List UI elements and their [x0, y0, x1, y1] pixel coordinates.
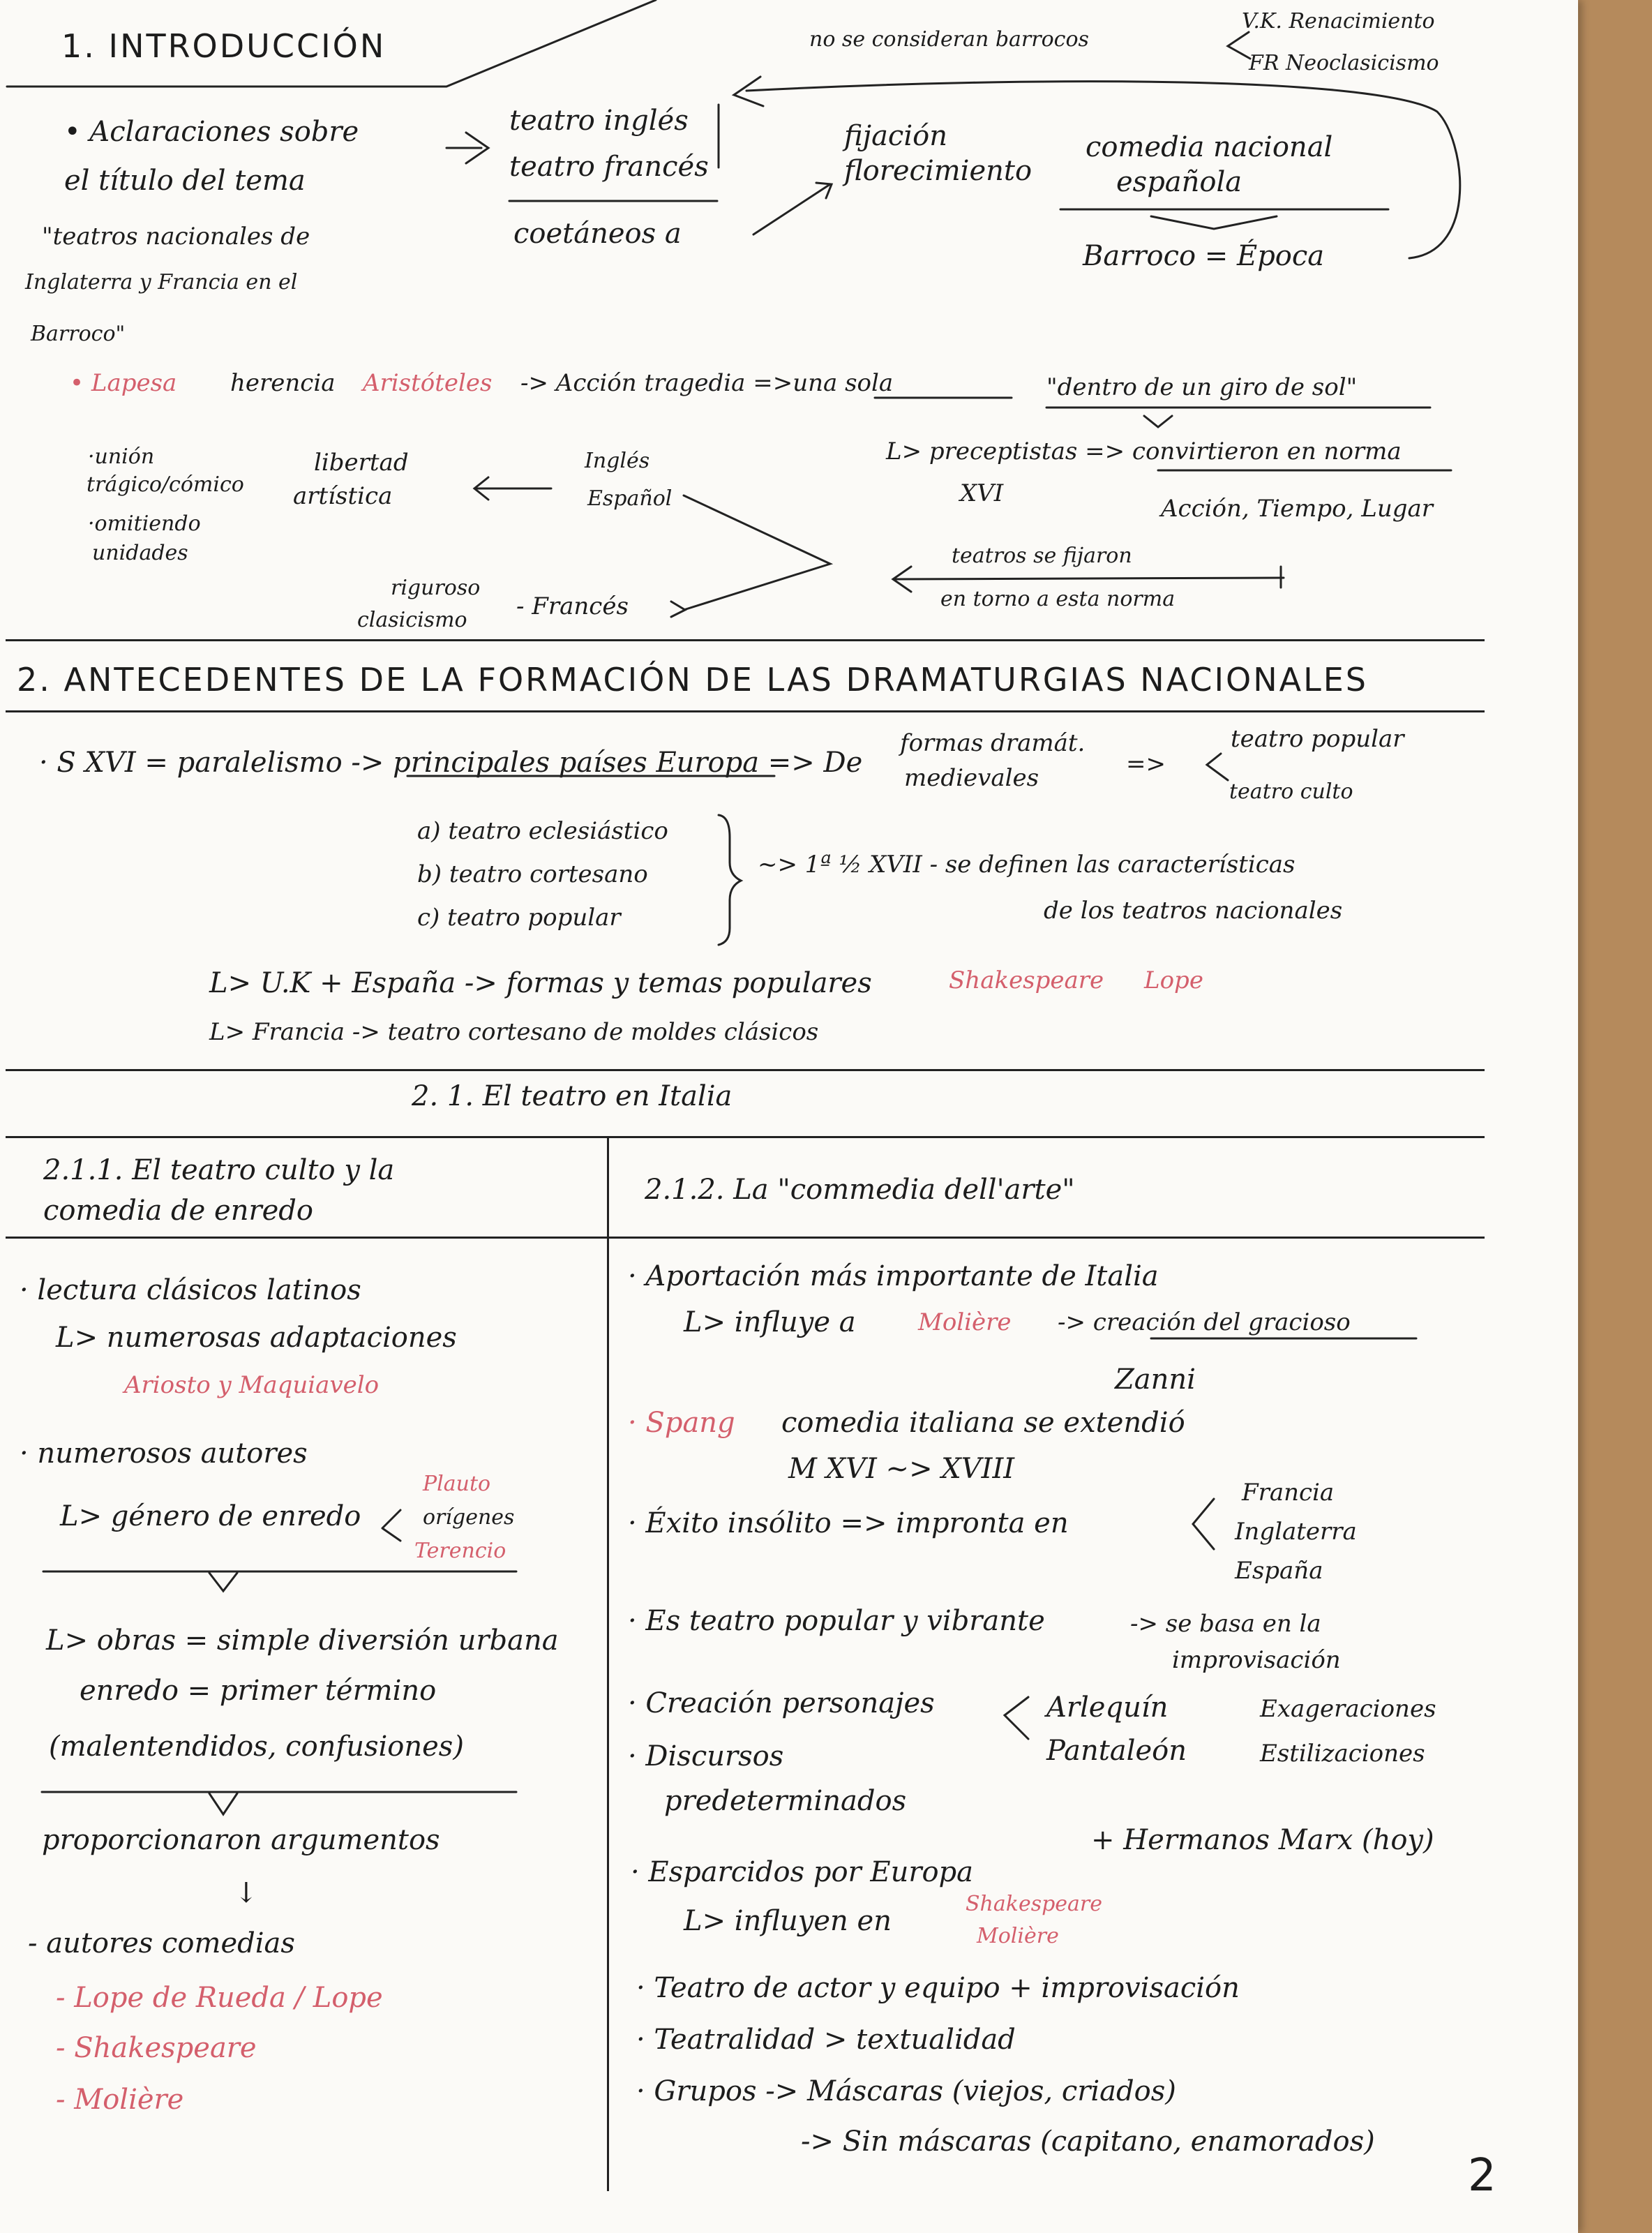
obras-diversion: L> obras = simple diversión urbana: [46, 1625, 559, 1657]
artistica: artística: [293, 482, 393, 510]
column-divider: [607, 1136, 609, 2191]
aportacion: · Aportación más importante de Italia: [628, 1260, 1159, 1292]
francia: Francia: [1242, 1479, 1335, 1507]
xvii-line-2: de los teatros nacionales: [1044, 897, 1343, 925]
shakespeare-212: Shakespeare: [966, 1892, 1103, 1916]
moliere-212: Molière: [977, 1924, 1059, 1948]
esparcidos-europa: · Esparcidos por Europa: [631, 1856, 973, 1888]
espanol: Español: [587, 486, 673, 511]
dentro-giro: "dentro de un giro de sol": [1046, 373, 1358, 401]
divider-section-2-top: [6, 639, 1485, 641]
uk-note: V.K. Renacimiento: [1242, 9, 1435, 33]
barroco-epoca: Barroco = Época: [1083, 240, 1325, 272]
proporcionaron-argumentos: proporcionaron argumentos: [42, 1824, 440, 1856]
spang: · Spang: [628, 1407, 735, 1439]
espana: España: [1235, 1557, 1323, 1585]
malentendidos: (malentendidos, confusiones): [49, 1731, 464, 1763]
teatro-ingles: teatro inglés: [509, 105, 689, 137]
preceptistas: L> preceptistas => convirtieron en norma: [886, 438, 1402, 465]
numerosos-autores: · numerosos autores: [20, 1437, 308, 1470]
formas-dramaticas: formas dramát.: [900, 729, 1086, 757]
sxvi-line: · S XVI = paralelismo -> principales países Europa => De: [39, 747, 863, 779]
omitiendo: ·omitiendo: [88, 511, 201, 536]
teatro-eclesiastico: a) teatro eclesiástico: [417, 817, 668, 845]
ingles: Inglés: [585, 449, 650, 473]
aclaraciones-line-1: • Aclaraciones sobre: [64, 116, 359, 148]
quote-line-1: "teatros nacionales de: [42, 223, 310, 251]
creacion-gracioso: -> creación del gracioso: [1058, 1308, 1351, 1336]
teatro-cortesano: b) teatro cortesano: [417, 860, 648, 888]
aclaraciones-line-2: el título del tema: [64, 165, 306, 197]
arlequin: Arlequín: [1046, 1691, 1169, 1724]
teatros-fijaron: teatros se fijaron: [952, 544, 1132, 568]
teatro-culto: teatro culto: [1229, 779, 1353, 804]
aristoteles: Aristóteles: [363, 369, 493, 397]
teatro-frances: teatro francés: [509, 151, 709, 183]
fijacion: fijación: [844, 120, 947, 152]
libertad: libertad: [314, 449, 409, 477]
top-note: no se consideran barrocos: [809, 27, 1089, 52]
moliere-red: Molière: [918, 1308, 1012, 1336]
shakespeare-list: - Shakespeare: [56, 2032, 257, 2064]
teatro-popular-c: c) teatro popular: [417, 904, 621, 932]
formas-medievales: medievales: [904, 764, 1039, 792]
down-arrow: ↓: [234, 1877, 258, 1909]
inglaterra: Inglaterra: [1235, 1518, 1357, 1546]
teatro-popular-vibrante: · Es teatro popular y vibrante: [628, 1605, 1045, 1637]
moliere-list: - Molière: [56, 2084, 184, 2116]
autores-comedias: - autores comedias: [28, 1927, 295, 1959]
frances: - Francés: [516, 592, 629, 620]
comedia-nacional: comedia nacional: [1086, 131, 1333, 163]
xvii-line: ~> 1ª ½ XVII - se definen las características: [758, 851, 1296, 879]
teatralidad: · Teatralidad > textualidad: [636, 2024, 1016, 2056]
estilizaciones: Estilizaciones: [1260, 1740, 1425, 1768]
section-21-title: 2. 1. El teatro en Italia: [412, 1080, 733, 1112]
zanni: Zanni: [1115, 1364, 1196, 1396]
clasicismo: clasicismo: [357, 608, 467, 632]
section-212-title: 2.1.2. La "commedia dell'arte": [645, 1174, 1075, 1206]
divider-section-21-top: [6, 1069, 1485, 1071]
comedia-espanola: española: [1116, 166, 1242, 198]
influyen-en: L> influyen en: [684, 1905, 892, 1937]
fr-note: FR Neoclasicismo: [1249, 51, 1439, 75]
teatro-popular: teatro popular: [1231, 725, 1404, 753]
divider-section-21-bottom: [6, 1136, 1485, 1138]
exito-insolito: · Éxito insólito => impronta en: [628, 1507, 1069, 1539]
lope-de-rueda: - Lope de Rueda / Lope: [56, 1982, 383, 2014]
herencia: herencia: [230, 369, 336, 397]
ariosto-maquiavelo: Ariosto y Maquiavelo: [124, 1371, 380, 1399]
uk-espana-line: L> U.K + España -> formas y temas populares: [209, 967, 872, 999]
riguroso: riguroso: [391, 576, 481, 600]
improvisacion: improvisación: [1172, 1646, 1341, 1674]
hermanos-marx: + Hermanos Marx (hoy): [1091, 1824, 1434, 1856]
teatro-actor: · Teatro de actor y equipo + improvisación: [636, 1972, 1240, 2004]
genero-enredo: L> género de enredo: [60, 1500, 361, 1532]
francia-line: L> Francia -> teatro cortesano de moldes clásicos: [209, 1018, 819, 1046]
influye-a: L> influye a: [684, 1306, 856, 1338]
accion-tiempo-lugar: Acción, Tiempo, Lugar: [1161, 495, 1434, 523]
lapesa: • Lapesa: [70, 369, 177, 397]
predeterminados: predeterminados: [664, 1785, 907, 1817]
sin-mascaras: -> Sin máscaras (capitano, enamorados): [801, 2126, 1375, 2158]
grupos-mascaras: · Grupos -> Máscaras (viejos, criados): [636, 2075, 1176, 2107]
discursos: · Discursos: [628, 1740, 784, 1772]
terencio: Terencio: [414, 1539, 506, 1563]
divider-subsections: [6, 1237, 1485, 1239]
plauto: Plauto: [423, 1472, 491, 1496]
florecimiento: florecimiento: [844, 155, 1032, 187]
creacion-personajes: · Creación personajes: [628, 1687, 935, 1719]
tragico-comico: trágico/cómico: [87, 472, 244, 497]
shakespeare-red: Shakespeare: [949, 966, 1104, 994]
exageraciones: Exageraciones: [1260, 1695, 1436, 1723]
section-211-title-2: comedia de enredo: [43, 1195, 313, 1227]
enredo-primer-termino: enredo = primer término: [80, 1675, 437, 1707]
quote-line-2: Inglaterra y Francia en el: [25, 270, 298, 294]
union: ·unión: [88, 445, 155, 469]
coetaneos: coetáneos a: [513, 218, 682, 250]
en-torno-norma: en torno a esta norma: [940, 587, 1176, 611]
se-basa: -> se basa en la: [1130, 1610, 1321, 1638]
numerosas-adaptaciones: L> numerosas adaptaciones: [56, 1322, 457, 1354]
section-2-title: 2. ANTECEDENTES DE LA FORMACIÓN DE LAS DRAMATURGIAS NACIONALES: [17, 661, 1369, 699]
xvi: XVI: [960, 479, 1004, 507]
page-number: 2: [1468, 2150, 1499, 2202]
pantaleon: Pantaleón: [1046, 1735, 1187, 1767]
m-xvi-xviii: M XVI ~> XVIII: [788, 1453, 1015, 1485]
quote-line-3: Barroco": [31, 322, 126, 346]
lectura-clasicos: · lectura clásicos latinos: [20, 1274, 361, 1306]
accion-tragedia: -> Acción tragedia =>una sola: [520, 369, 894, 397]
comedia-extendio: comedia italiana se extendió: [781, 1407, 1185, 1439]
implies-arrow: =>: [1126, 750, 1166, 778]
lope-red: Lope: [1144, 966, 1203, 994]
divider-section-2-bottom: [6, 710, 1485, 712]
origenes: orígenes: [423, 1505, 515, 1530]
section-211-title-1: 2.1.1. El teatro culto y la: [43, 1154, 395, 1186]
unidades: unidades: [92, 541, 188, 565]
section-1-title: 1. INTRODUCCIÓN: [61, 27, 386, 65]
